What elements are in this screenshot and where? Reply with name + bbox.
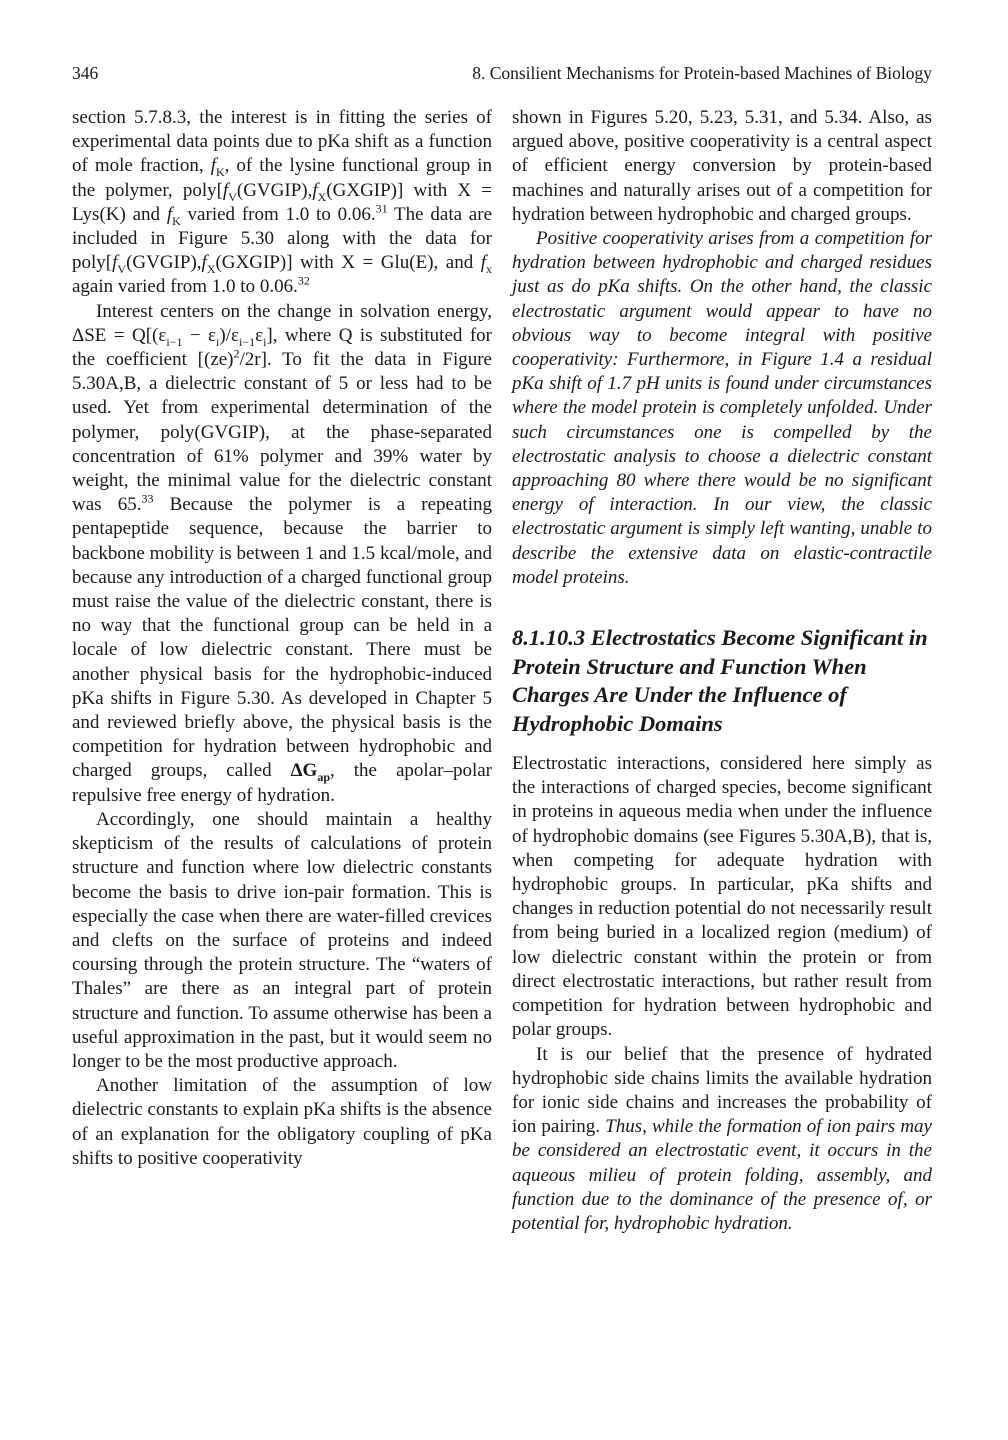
right-column [512, 106, 932, 1236]
right-paragraph-3: Electrostatic interactions, considered here simply as the interactions of charged species, become significant in proteins in aqueous media when under the influence of hydrophobic domains (see Figures 5.30A,B), that is, when competing for adequate hydration with hydrophobic groups. In particular, pKa shifts and changes in reduction potential do not necessarily result from being buried in a localized region (medium) of low dielectric constant within the protein or from direct electrostatic interactions, but rather result from competition for hydration between hydrophobic and polar groups. [512, 753, 932, 1041]
right-paragraph-4: It is our belief that the presence of hydrated hydrophobic side chains limits the available hydration for ionic side chains and increases the probability of ion pairing. Thus, while the formation of ion pairs may be considered an electrostatic event, it occurs in the aqueous milieu of protein folding, assembly, and function due to the dominance of the presence of, or potential for, hydrophobic hydration. [512, 1043, 932, 1234]
left-paragraph-4: Another limitation of the assumption of low dielectric constants to explain pKa shifts is the absence of an explanation for the obligatory coupling of pKa shifts to positive cooperativity [72, 1075, 492, 1169]
right-paragraph-2: Positive cooperativity arises from a competition for hydration between hydrophobic and charged residues just as do pKa shifts. On the other hand, the classic electrostatic argument would appear to have no obvious way to become integral with positive cooperativity: Furthermore, in Figure 1.4 a residual pKa shift of 1.7 pH units is found under circumstances where the model protein is completely unfolded. Under such circumstances one is compelled by the electrostatic analysis to choose a dielectric constant approaching 80 where there would be no significant energy of interaction. In our view, the classic electrostatic argument is simply left wanting, unable to describe the extensive data on elastic-contractile model proteins. [512, 228, 932, 588]
delta-g-ap-symbol: $\Delta G_{ap}$ [290, 760, 331, 785]
left-column [72, 106, 492, 1171]
footnote-ref-33[interactable]: 33 [141, 491, 154, 506]
section-heading: 8.1.10.3 Electrostatics Become Significant in Protein Structure and Function When Charges Are Under the Influence of Hydrophobic Domains [512, 625, 928, 736]
running-chapter-title: 8. Consilient Mechanisms for Protein-based Machines of Biology [472, 63, 932, 83]
right-paragraph-1: shown in Figures 5.20, 5.23, 5.31, and 5.34. Also, as argued above, positive cooperativity is a central aspect of efficient energy conversion by protein-based machines and naturally arises out of a competition for hydration between hydrophobic and charged groups. [512, 107, 932, 225]
left-paragraph-3: Accordingly, one should maintain a healthy skepticism of the results of calculations of protein structure and function where low dielectric constants become the basis to drive ion-pair formation. This is especially the case when there are water-filled crevices and clefts on the surface of proteins and indeed coursing through the protein structure. The “waters of Thales” are there as an integral part of protein structure and function. To assume otherwise has been a useful approximation in the past, but it would seem no longer to be the most productive approach. [72, 808, 492, 1072]
page-number: 346 [72, 63, 99, 83]
left-paragraph-1: section 5.7.8.3, the interest is in fitting the series of experimental data points due to pKa shift as a function of mole fraction, $f_K$, of the lysine functional group in the polymer, $poly[f_V(GVGIP),f_X(GXGIP)]$ with X = Lys(K) and $f_K$ varied from 1.0 to 0.06.31 The data are included in Figure 5.30 along with the data for $poly[f_V(GVGIP),f_X(GXGIP)]$ with X = Glu(E), and $f_x$ again varied from 1.0 to 0.06.32 [72, 107, 493, 298]
footnote-ref-31[interactable]: 31 [375, 201, 388, 216]
left-paragraph-2: Interest centers on the change in solvation energy, $\Delta SE = Q[(\varepsilon_{i-1} - \varepsilon_i)/\varepsilon_{i-1}\varepsilon_i]$, where Q is substituted for the coefficient [(ze)$^2$/2r]. To fit the data in Figure 5.30A,B, a dielectric constant of 5 or less had to be used. Yet from experimental determination of the polymer, poly(GVGIP), at the phase-separated concentration of 61% polymer and 39% water by weight, the minimal value for the dielectric constant was 65.33 Because the polymer is a repeating pentapeptide sequence, because the barrier to backbone mobility is between 1 and 1.5 kcal/mole, and because any introduction of a charged functional group must raise the value of the dielectric constant, there is no way that the functional group can be held in a locale of low dielectric constant. There must be another physical basis for the hydrophobic-induced pKa shifts in Figure 5.30. As developed in Chapter 5 and reviewed briefly above, the physical basis is the competition for hydration between hydrophobic and charged groups, called $\Delta G_{ap}$, the apolar–polar repulsive free energy of hydration. [72, 300, 492, 806]
footnote-ref-32[interactable]: 32 [297, 274, 310, 289]
